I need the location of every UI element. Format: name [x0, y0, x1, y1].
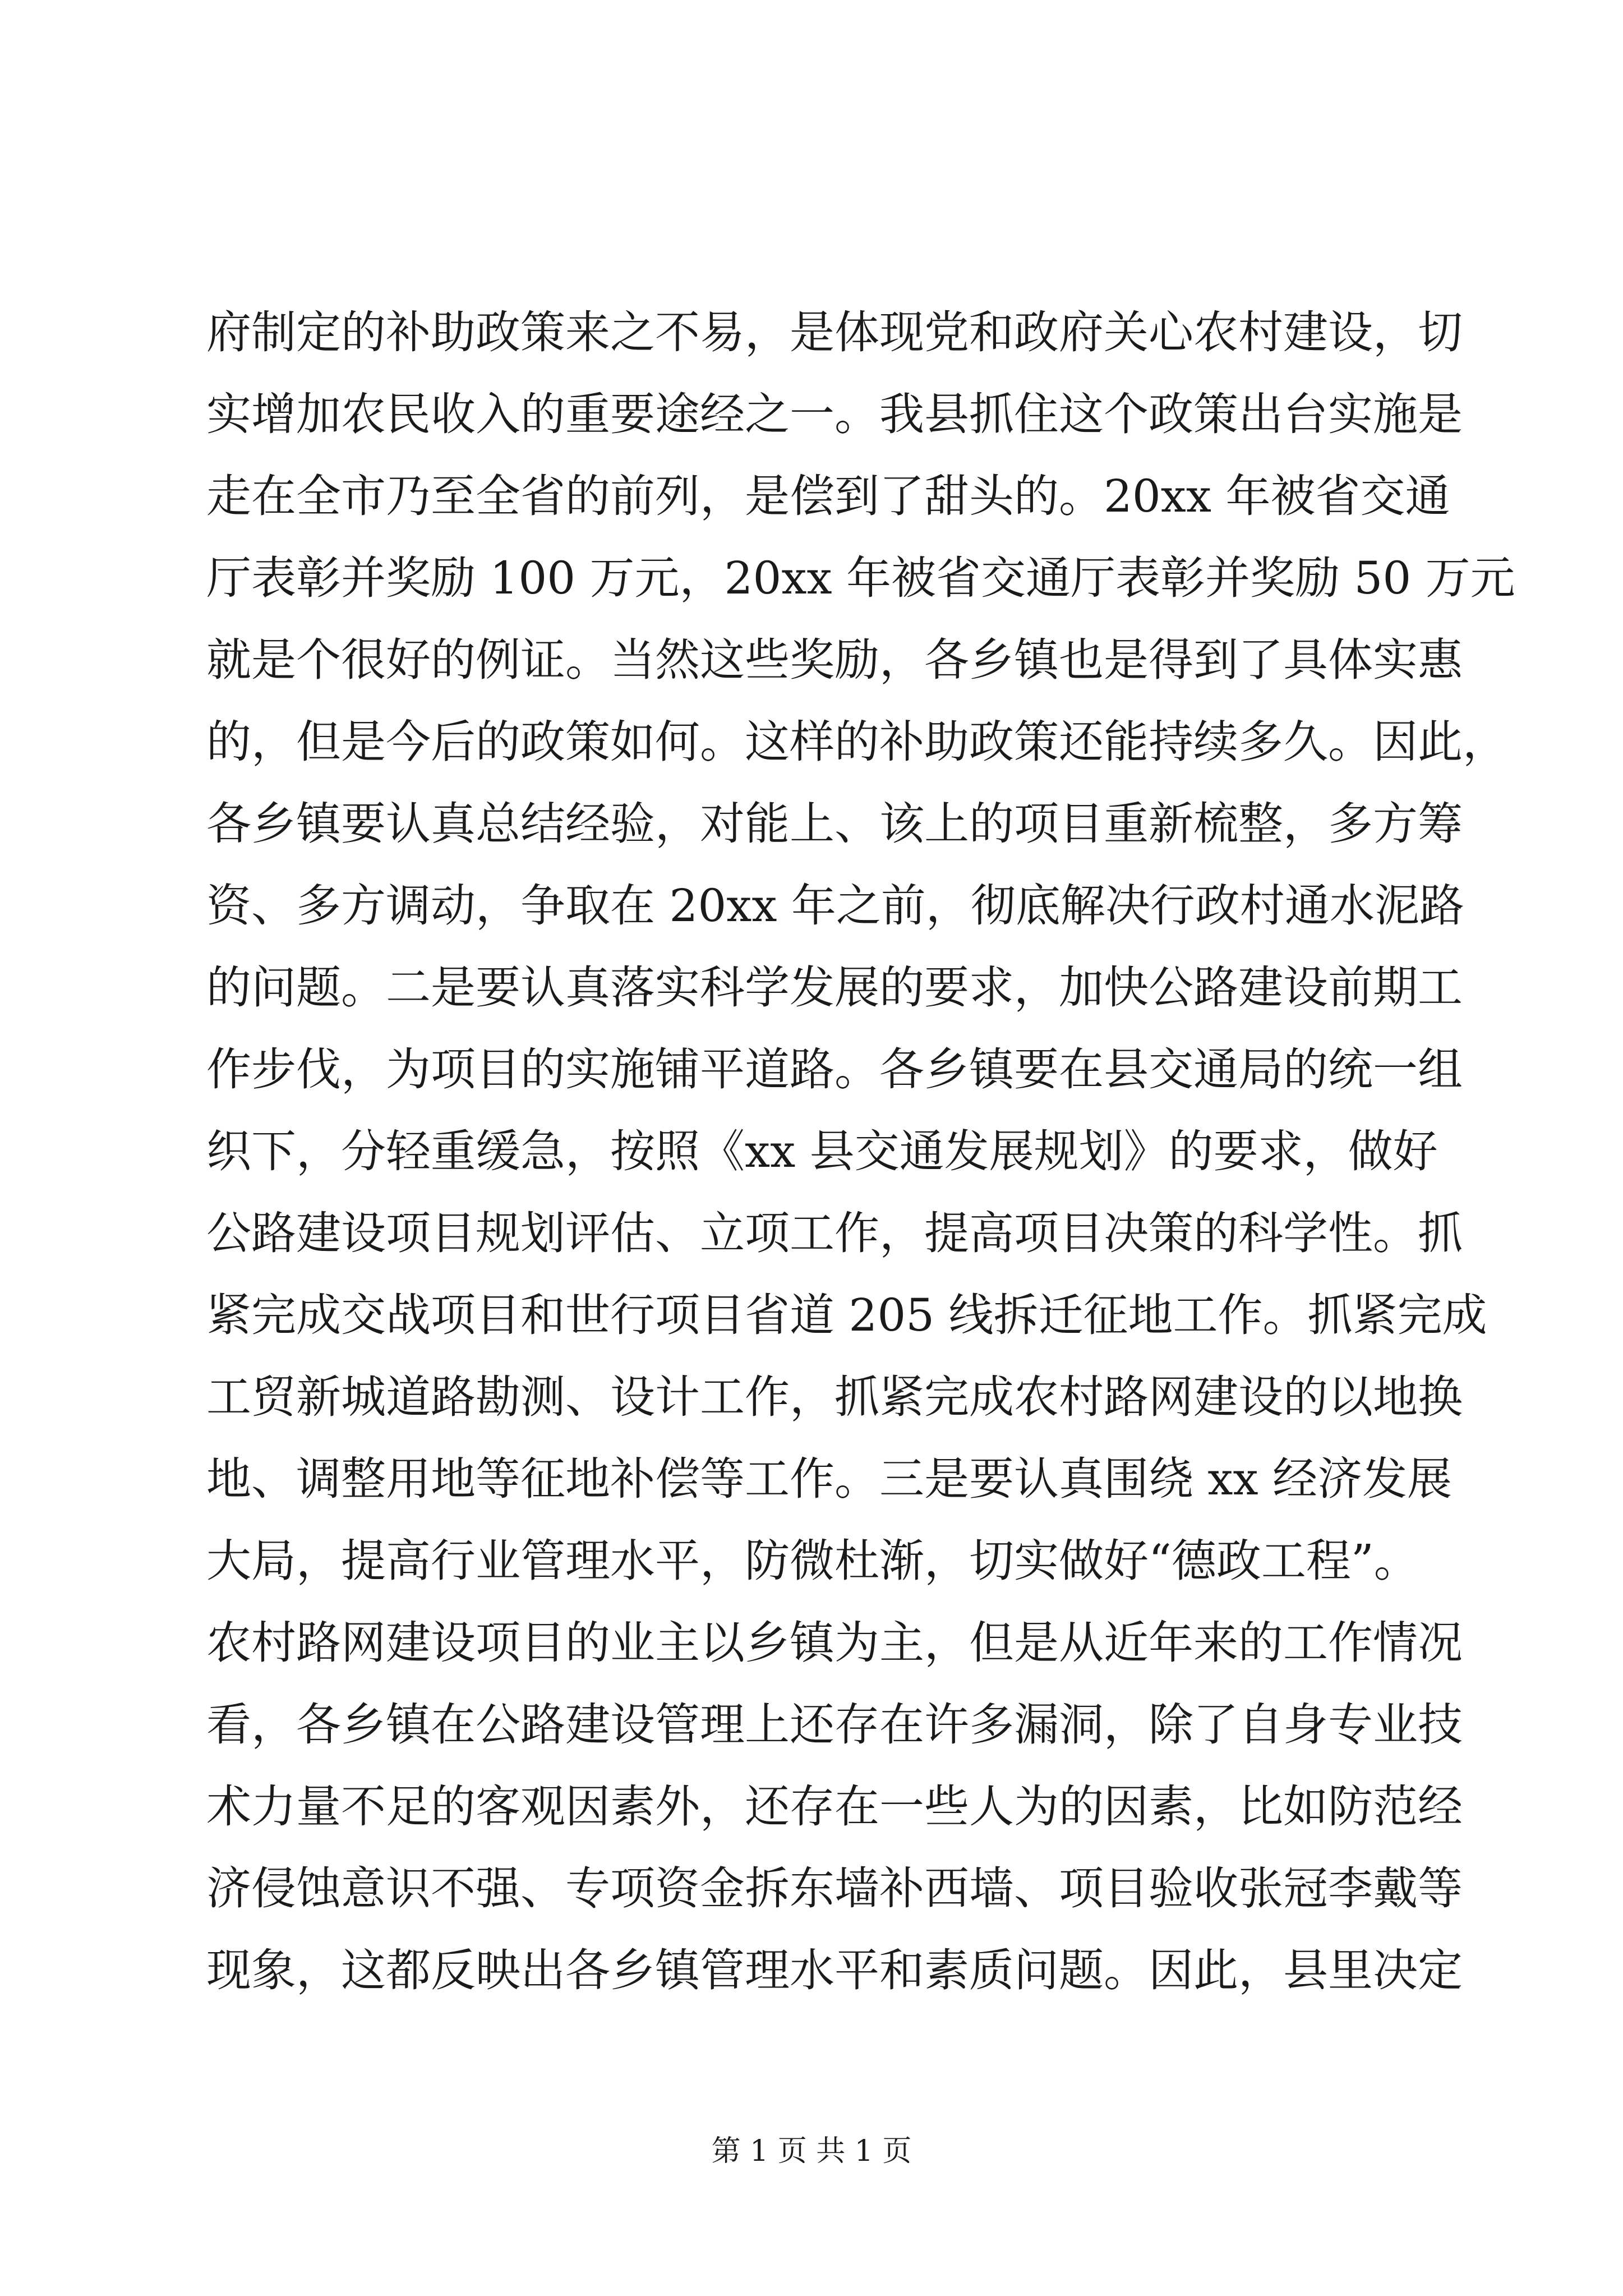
- text-line-12: 公路建设项目规划评估、立项工作，提高项目决策的科学性。抓: [206, 1207, 1463, 1259]
- text-line-7: 各乡镇要认真总结经验，对能上、该上的项目重新梳整，多方筹: [206, 798, 1463, 850]
- text-line-1: 府制定的补助政策来之不易，是体现党和政府关心农村建设，切: [206, 306, 1463, 358]
- text-line-20: 济侵蚀意识不强、专项资金拆东墙补西墙、项目验收张冠李戴等: [206, 1862, 1463, 1915]
- text-line-8: 资、多方调动，争取在 20xx 年之前，彻底解决行政村通水泥路: [206, 880, 1464, 932]
- text-line-3: 走在全市乃至全省的前列，是偿到了甜头的。20xx 年被省交通: [206, 470, 1450, 522]
- text-line-16: 大局，提高行业管理水平，防微杜渐，切实做好“德政工程”。: [206, 1535, 1419, 1587]
- text-line-15: 地、调整用地等征地补偿等工作。三是要认真围绕 xx 经济发展: [206, 1453, 1453, 1505]
- text-line-9: 的问题。二是要认真落实科学发展的要求，加快公路建设前期工: [206, 961, 1463, 1014]
- text-line-11: 织下，分轻重缓急，按照《xx 县交通发展规划》的要求，做好: [206, 1125, 1438, 1177]
- text-line-10: 作步伐，为项目的实施铺平道路。各乡镇要在县交通局的统一组: [206, 1043, 1463, 1096]
- page-footer: [0, 2132, 1623, 2171]
- text-line-2: 实增加农民收入的重要途经之一。我县抓住这个政策出台实施是: [206, 388, 1463, 440]
- text-line-18: 看，各乡镇在公路建设管理上还存在许多漏洞，除了自身专业技: [206, 1699, 1463, 1751]
- body-text: [206, 292, 1515, 2012]
- text-line-6: 的，但是今后的政策如何。这样的补助政策还能持续多久。因此，: [206, 716, 1507, 768]
- page-number-label: 第 1 页 共 1 页: [711, 2134, 912, 2168]
- text-line-17: 农村路网建设项目的业主以乡镇为主，但是从近年来的工作情况: [206, 1617, 1463, 1669]
- text-line-13: 紧完成交战项目和世行项目省道 205 线拆迁征地工作。抓紧完成: [206, 1289, 1487, 1341]
- text-line-5: 就是个很好的例证。当然这些奖励，各乡镇也是得到了具体实惠: [206, 634, 1463, 686]
- text-line-19: 术力量不足的客观因素外，还存在一些人为的因素，比如防范经: [206, 1780, 1463, 1833]
- text-line-4: 厅表彰并奖励 100 万元，20xx 年被省交通厅表彰并奖励 50 万元: [206, 552, 1515, 604]
- text-line-21: 现象，这都反映出各乡镇管理水平和素质问题。因此，县里决定: [206, 1944, 1463, 1996]
- text-line-14: 工贸新城道路勘测、设计工作，抓紧完成农村路网建设的以地换: [206, 1371, 1463, 1423]
